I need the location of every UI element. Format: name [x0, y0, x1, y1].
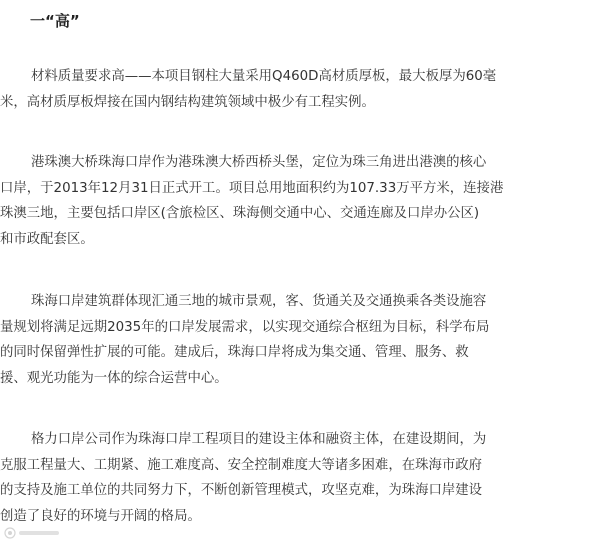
paragraph-line: 克服工程量大、工期紧、施工难度高、安全控制难度大等诸多困难，在珠海市政府 — [0, 457, 483, 473]
paragraph-line: 口岸，于2013年12月31日正式开工。项目总用地面积约为107.33万平方米，连接港 — [0, 180, 504, 196]
paragraph-material-quality — [0, 64, 600, 115]
section-heading: 一“高” — [30, 12, 80, 30]
paragraph-line: 格力口岸公司作为珠海口岸工程项目的建设主体和融资主体，在建设期间，为 — [31, 432, 487, 447]
paragraph-line: 港珠澳大桥珠海口岸作为港珠澳大桥西桥头堡，定位为珠三角进出港澳的核心 — [31, 155, 487, 170]
paragraph-line: 珠海口岸建筑群体现汇通三地的城市景观，客、货通关及交通换乘各类设施容 — [31, 294, 487, 309]
paragraph-line: 米，高材质厚板焊接在国内钢结构建筑领域中极少有工程实例。 — [0, 94, 375, 110]
paragraph-line: 珠澳三地，主要包括口岸区(含旅检区、珠海侧交通中心、交通连廊及口岸办公区) — [0, 206, 480, 221]
paragraph-line: 的同时保留弹性扩展的可能。建成后，珠海口岸将成为集交通、管理、服务、救 — [0, 345, 469, 360]
watermark-logo — [4, 526, 64, 540]
paragraph-line: 和市政配套区。 — [0, 231, 94, 247]
paragraph-building-plan — [0, 289, 600, 391]
paragraph-construction-company — [0, 427, 600, 529]
paragraph-line: 的支持及施工单位的共同努力下，不断创新管理模式，攻坚克难，为珠海口岸建设 — [0, 483, 483, 498]
paragraph-line: 量规划将满足远期2035年的口岸发展需求，以实现交通综合枢纽为目标，科学布局 — [0, 319, 490, 335]
paragraph-port-overview — [0, 150, 600, 252]
paragraph-line: 援、观光功能为一体的综合运营中心。 — [0, 370, 228, 386]
paragraph-line: 材料质量要求高——本项目钢柱大量采用Q460D高材质厚板，最大板厚为60毫 — [31, 69, 497, 84]
paragraph-line: 创造了良好的环境与开阔的格局。 — [0, 508, 201, 524]
